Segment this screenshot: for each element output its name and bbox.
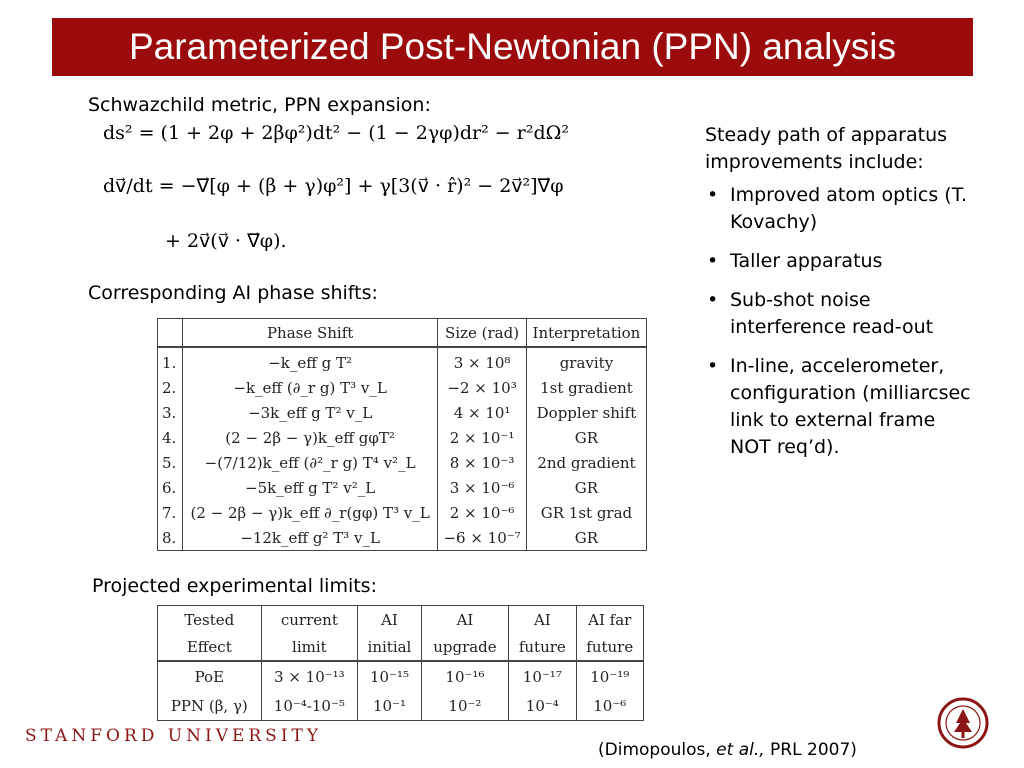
list-item: • Taller apparatus [730,248,975,275]
header-cell: AI [509,606,576,634]
citation-etal: et al., [716,740,765,760]
table-cell: GR [526,425,646,450]
metric-label: Schwazchild metric, PPN expansion: [88,94,431,116]
table-cell: 10⁻¹⁷ [509,661,576,691]
table-row [158,661,644,691]
metric-equation: ds² = (1 + 2φ + 2βφ²)dt² − (1 − 2γφ)dr² − r²dΩ² [103,122,569,144]
table-row [158,475,647,500]
table-cell: −5k_eff g T² v²_L [183,475,438,500]
table-row [158,375,647,400]
table-cell: −3k_eff g T² v_L [183,400,438,425]
table-row [158,525,647,551]
stanford-wordmark: STANFORD UNIVERSITY [25,726,323,746]
table-cell: 2 × 10⁻⁶ [438,500,527,525]
table-cell: −12k_eff g² T³ v_L [183,525,438,551]
citation-journal: PRL 2007) [764,740,857,760]
header-cell: AI [358,606,422,634]
table-row [158,691,644,721]
list-item: • Sub-shot noise interference read-out [730,287,975,341]
header-cell: future [576,633,643,661]
table-cell: −k_eff g T² [183,347,438,375]
table-cell: 6. [158,475,183,500]
header-cell [158,319,183,348]
table-cell: 10⁻¹ [358,691,422,721]
table-cell: 3 × 10⁻⁶ [438,475,527,500]
table-cell: (2 − 2β − γ)k_eff ∂_r(gφ) T³ v_L [183,500,438,525]
table-cell: 3. [158,400,183,425]
table-cell: 7. [158,500,183,525]
header-cell: AI [421,606,508,634]
header-cell: future [509,633,576,661]
table-cell: (2 − 2β − γ)k_eff gφT² [183,425,438,450]
header-cell: Tested [158,606,262,634]
citation [598,740,857,760]
table-cell: Doppler shift [526,400,646,425]
table-cell: 10⁻² [421,691,508,721]
table-cell: 8. [158,525,183,551]
table-cell: 1. [158,347,183,375]
table-cell: −2 × 10³ [438,375,527,400]
geodesic-equation-continued: + 2v⃗(v⃗ · ∇⃗φ). [165,230,287,252]
table-cell: 10⁻¹⁵ [358,661,422,691]
table-row [158,425,647,450]
table-cell: −k_eff (∂_r g) T³ v_L [183,375,438,400]
header-cell: Interpretation [526,319,646,348]
phase-shift-table [157,318,647,551]
list-item: • Improved atom optics (T. Kovachy) [730,182,975,236]
table-cell: −6 × 10⁻⁷ [438,525,527,551]
table-cell: 3 × 10⁻¹³ [261,661,358,691]
stanford-seal-icon [937,697,989,749]
header-cell: AI far [576,606,643,634]
table-header-row [158,633,644,661]
table-row [158,400,647,425]
header-cell: limit [261,633,358,661]
table-cell: 10⁻⁴ [509,691,576,721]
table-header-row [158,606,644,634]
table-row [158,500,647,525]
header-cell: current [261,606,358,634]
table-cell: PPN (β, γ) [158,691,262,721]
header-cell: upgrade [421,633,508,661]
table-cell: 10⁻¹⁶ [421,661,508,691]
table-cell: GR [526,475,646,500]
header-cell: Size (rad) [438,319,527,348]
table-cell: 2. [158,375,183,400]
table-cell: PoE [158,661,262,691]
table-cell: 3 × 10⁸ [438,347,527,375]
table-cell: 10⁻⁴-10⁻⁵ [261,691,358,721]
slide-title: Parameterized Post-Newtonian (PPN) analysis [128,26,897,67]
title-bar [52,18,973,76]
table-cell: 8 × 10⁻³ [438,450,527,475]
table-cell: 4. [158,425,183,450]
header-cell: Phase Shift [183,319,438,348]
improvements-list [705,182,975,461]
table-cell: gravity [526,347,646,375]
header-cell: Effect [158,633,262,661]
limits-label: Projected experimental limits: [92,575,377,597]
sidebar-intro: Steady path of apparatus improvements include: [705,124,948,173]
header-cell: initial [358,633,422,661]
limits-table [157,605,644,721]
phase-label: Corresponding AI phase shifts: [88,282,378,304]
table-cell: 5. [158,450,183,475]
table-cell: 2nd gradient [526,450,646,475]
table-row [158,347,647,375]
table-row [158,450,647,475]
improvements-sidebar [705,122,975,473]
table-cell: −(7/12)k_eff (∂²_r g) T⁴ v²_L [183,450,438,475]
table-cell: GR 1st grad [526,500,646,525]
table-cell: 4 × 10¹ [438,400,527,425]
list-item: • In-line, accelerometer, configuration (milliarcsec link to external frame NOT req’d). [730,353,975,461]
table-cell: 1st gradient [526,375,646,400]
geodesic-equation: dv⃗/dt = −∇⃗[φ + (β + γ)φ²] + γ[3(v⃗ · r̂)² − 2v⃗²]∇⃗φ [103,175,564,197]
table-cell: 10⁻¹⁹ [576,661,643,691]
table-header-row [158,319,647,348]
table-cell: 10⁻⁶ [576,691,643,721]
table-cell: 2 × 10⁻¹ [438,425,527,450]
citation-authors: (Dimopoulos, [598,740,717,760]
table-cell: GR [526,525,646,551]
